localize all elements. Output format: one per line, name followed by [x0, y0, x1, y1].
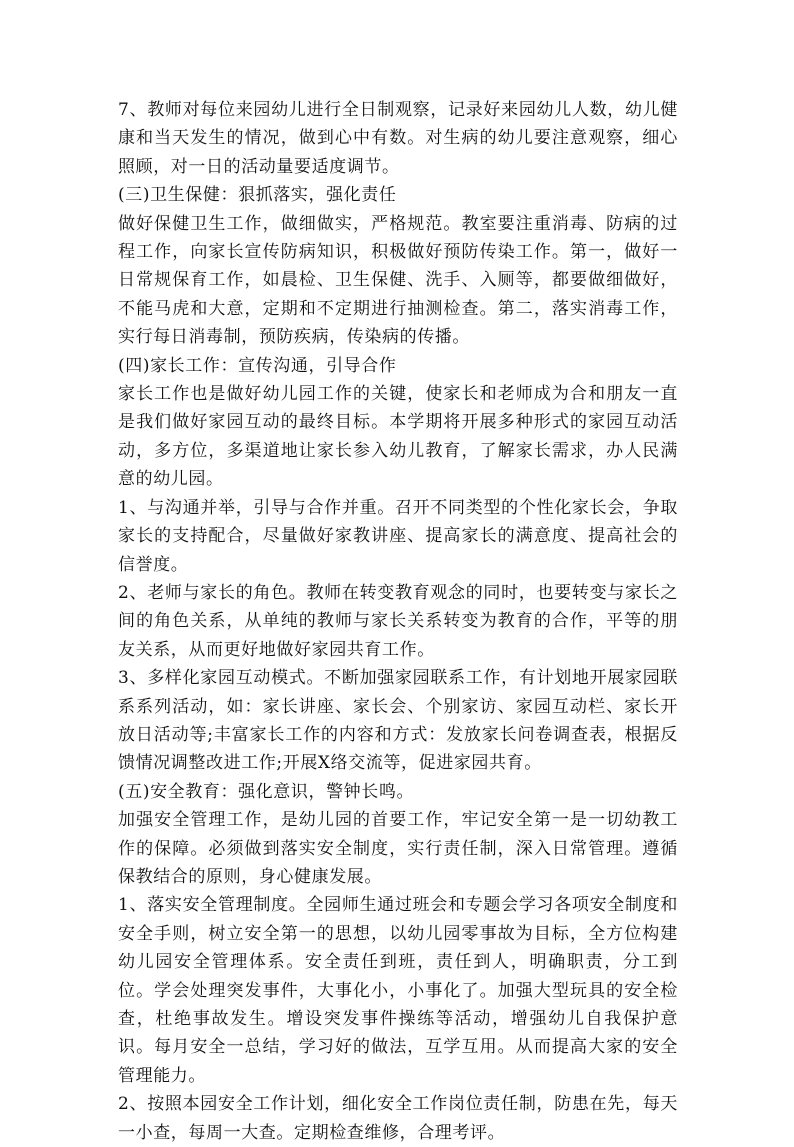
section-heading-safety: (五)安全教育：强化意识，警钟长鸣。	[118, 781, 415, 802]
paragraph-parent-item-2: 2、老师与家长的角色。教师在转变教育观念的同时，也要转变与家长之间的角色关系，从单纯的教师与家长关系转变为教育的合作，平等的朋友关系，从而更好地做好家园共育工作。	[118, 582, 678, 660]
paragraph-parent-item-3: 3、多样化家园互动模式。不断加强家园联系工作，有计划地开展家园联系系列活动，如：家长讲座、家长会、个别家访、家园互动栏、家长开放日活动等;丰富家长工作的内容和方式：发放家长问卷调查表，根据反馈情况调整改进工作;开展X络交流等，促进家园共育。	[118, 668, 678, 774]
section-heading-health-care: (三)卫生保健：狠抓落实，强化责任	[118, 185, 397, 206]
paragraph-safety: 加强安全管理工作，是幼儿园的首要工作，牢记安全第一是一切幼教工作的保障。必须做到落实安全制度，实行责任制，深入日常管理。遵循保教结合的原则，身心健康发展。	[118, 810, 678, 887]
section-heading-parent-work: (四)家长工作：宣传沟通，引导合作	[118, 355, 397, 376]
paragraph-health-care: 做好保健卫生工作，做细做实，严格规范。教室要注重消毒、防病的过程工作，向家长宣传防病知识，积极做好预防传染工作。第一，做好一日常规保育工作，如晨检、卫生保健、洗手、入厕等，都要做细做好，不能马虎和大意，定期和不定期进行抽测检查。第二，落实消毒工作，实行每日消毒制，预防疾病，传染病的传播。	[118, 213, 678, 348]
document-body	[118, 96, 678, 1147]
paragraph-item-7: 7、教师对每位来园幼儿进行全日制观察，记录好来园幼儿人数，幼儿健康和当天发生的情况，做到心中有数。对生病的幼儿要注意观察，细心照顾，对一日的活动量要适度调节。	[118, 100, 678, 177]
paragraph-safety-item-1: 1、落实安全管理制度。全园师生通过班会和专题会学习各项安全制度和安全手则，树立安全第一的思想，以幼儿园零事故为目标，全方位构建幼儿园安全管理体系。安全责任到班，责任到人，明确职责，分工到位。学会处理突发事件，大事化小，小事化了。加强大型玩具的安全检查，杜绝事故发生。增设突发事件操练等活动，增强幼儿自我保护意识。每月安全一总结，学习好的做法，互学互用。从而提高大家的安全管理能力。	[118, 895, 678, 1086]
paragraph-parent-work: 家长工作也是做好幼儿园工作的关键，使家长和老师成为合和朋友一直是我们做好家园互动的最终目标。本学期将开展多种形式的家园互动活动，多方位，多渠道地让家长参入幼儿教育，了解家长需求，办人民满意的幼儿园。	[118, 384, 678, 490]
paragraph-parent-item-1: 1、与沟通并举，引导与合作并重。召开不同类型的个性化家长会，争取家长的支持配合，尽量做好家教讲座、提高家长的满意度、提高社会的信誉度。	[118, 497, 678, 575]
paragraph-safety-item-2: 2、按照本园安全工作计划，细化安全工作岗位责任制，防患在先，每天一小查，每周一大查。定期检查维修，合理考评。	[118, 1094, 678, 1143]
